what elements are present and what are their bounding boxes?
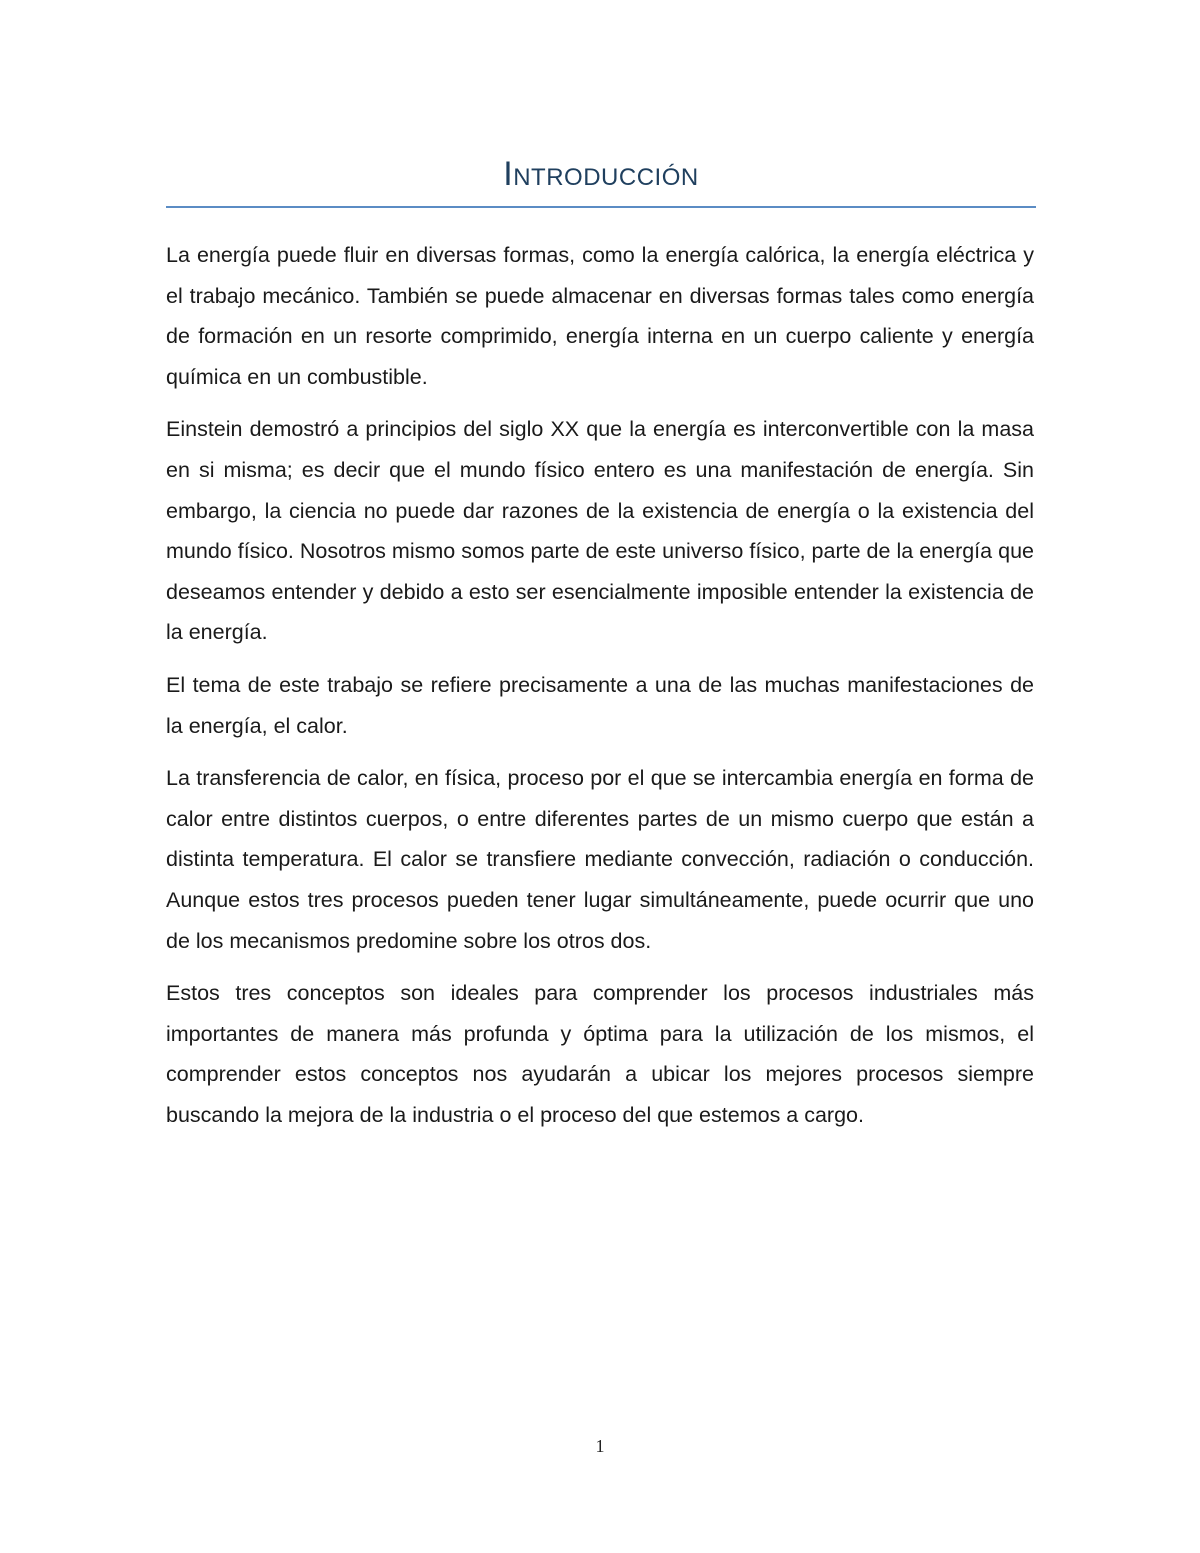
page-number: 1 [595, 1436, 605, 1456]
paragraph: La energía puede fluir en diversas formas, como la energía calórica, la energía eléctrica y el trabajo mecánico. También se puede almacenar en diversas formas tales como energía de formación en un resorte comprimido, energía interna en un cuerpo caliente y energía química en un combustible. [166, 243, 1034, 389]
heading-divider [166, 206, 1036, 208]
paragraph: La transferencia de calor, en física, proceso por el que se intercambia energía en forma de calor entre distintos cuerpos, o entre diferentes partes de un mismo cuerpo que están a distinta temperatura. El calor se transfiere mediante convección, radiación o conducción. Aunque estos tres procesos pueden tener lugar simultáneamente, puede ocurrir que uno de los mecanismos predomine sobre los otros dos. [166, 766, 1034, 953]
heading-block [166, 148, 1036, 208]
document-body [166, 235, 1034, 1147]
paragraph: El tema de este trabajo se refiere precisamente a una de las muchas manifestaciones de la energía, el calor. [166, 672, 1034, 738]
page-title: Introducción [503, 155, 699, 193]
paragraph: Estos tres conceptos son ideales para comprender los procesos industriales más importantes de manera más profunda y óptima para la utilización de los mismos, el comprender estos conceptos nos ayudarán a ubicar los mejores procesos siempre buscando la mejora de la industria o el proceso del que estemos a cargo. [166, 981, 1034, 1127]
paragraph: Einstein demostró a principios del siglo XX que la energía es interconvertible con la masa en si misma; es decir que el mundo físico entero es una manifestación de energía. Sin embargo, la ciencia no puede dar razones de la existencia de energía o la existencia del mundo físico. Nosotros mismo somos parte de este universo físico, parte de la energía que deseamos entender y debido a esto ser esencialmente imposible entender la existencia de la energía. [166, 417, 1034, 645]
